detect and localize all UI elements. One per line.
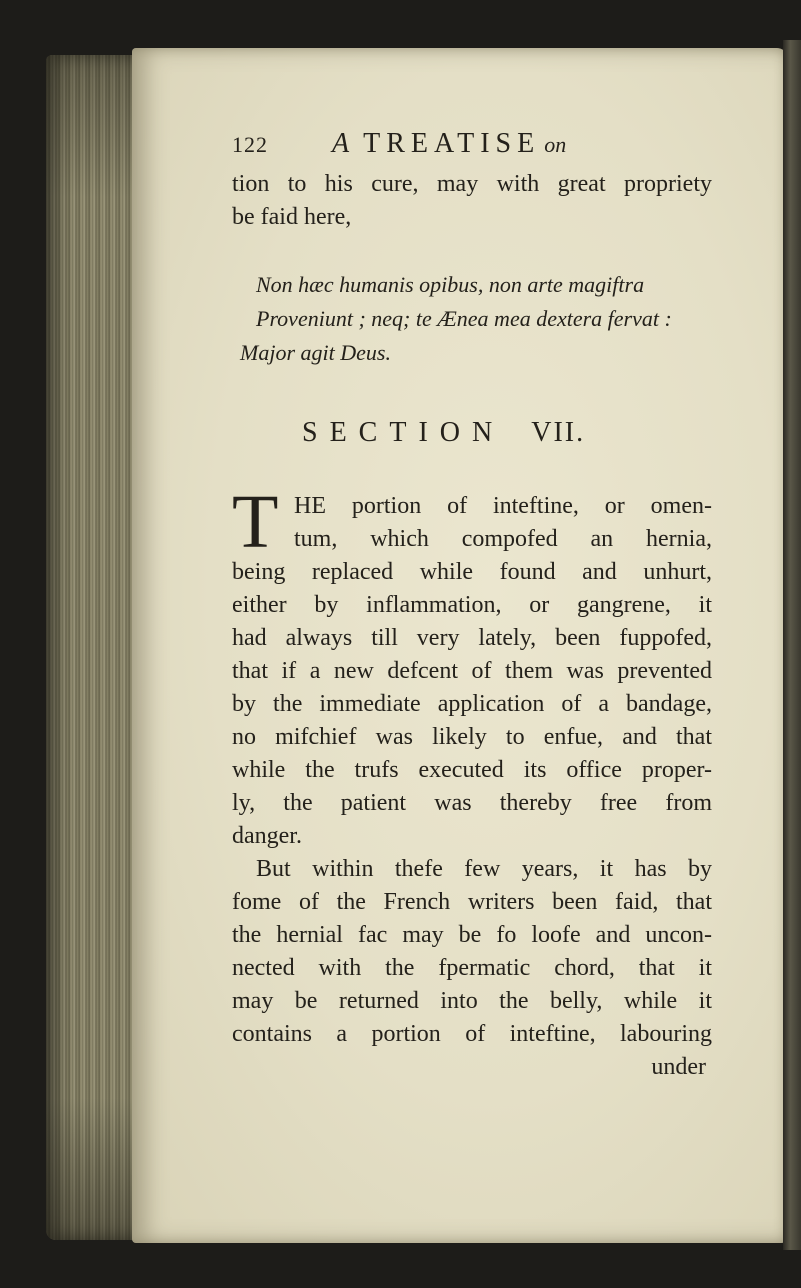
- latin-quotation: [232, 268, 712, 370]
- text-line: But within thefe few years, it has by: [256, 856, 712, 882]
- running-title-on: on: [544, 132, 567, 157]
- text-line: danger.: [232, 823, 302, 849]
- quotation-line: Major agit Deus.: [240, 340, 391, 365]
- page-text: [232, 128, 712, 1084]
- running-title-article: A: [332, 128, 350, 159]
- running-head: [232, 128, 712, 168]
- text-line: no mifchief was likely to enfue, and that: [232, 724, 712, 750]
- text-line: tum, which compofed an hernia,: [294, 526, 712, 552]
- page-number: 122: [232, 132, 268, 157]
- text-line: nected with the fpermatic chord, that it: [232, 955, 712, 981]
- text-line: either by inflammation, or gangrene, it: [232, 592, 712, 618]
- section-number: VII.: [531, 417, 586, 448]
- binding-edge: [783, 40, 801, 1250]
- text-line: may be returned into the belly, while it: [232, 988, 712, 1014]
- text-line: being replaced while found and unhurt,: [232, 559, 712, 585]
- text-line: fome of the French writers been faid, that: [232, 889, 712, 915]
- drop-cap: T: [232, 480, 279, 564]
- section-label: SECTION: [302, 417, 505, 448]
- opening-text: [232, 168, 712, 234]
- text-line: while the trufs executed its office proper-: [232, 757, 712, 783]
- text-line: that if a new defcent of them was prevented: [232, 658, 712, 684]
- text-line: ly, the patient was thereby free from: [232, 790, 712, 816]
- text-line: HE portion of inteftine, or omen-: [294, 493, 712, 519]
- running-title-main: TREATISE: [363, 128, 541, 159]
- catchword: under: [651, 1054, 706, 1080]
- paragraph-2: [232, 853, 712, 1084]
- text-line: by the immediate application of a bandage,: [232, 691, 712, 717]
- quotation-line: Proveniunt ; neq; te Æneа mea dextera fervat :: [256, 306, 672, 331]
- quotation-line: Non hæc humanis opibus, non arte magiftra: [256, 272, 645, 297]
- text-line: be faid here,: [232, 204, 352, 230]
- running-title: [332, 128, 566, 160]
- page-edges-shadow: [46, 55, 144, 1240]
- paragraph-1: [232, 480, 712, 853]
- section-heading: [302, 413, 712, 453]
- text-line: the hernial fac may be fo loofe and uncon-: [232, 922, 712, 948]
- text-line: contains a portion of inteftine, labouring: [232, 1021, 712, 1047]
- text-line: had always till very lately, been fuppofed,: [232, 625, 712, 651]
- text-line: tion to his cure, may with great propriety: [232, 171, 712, 197]
